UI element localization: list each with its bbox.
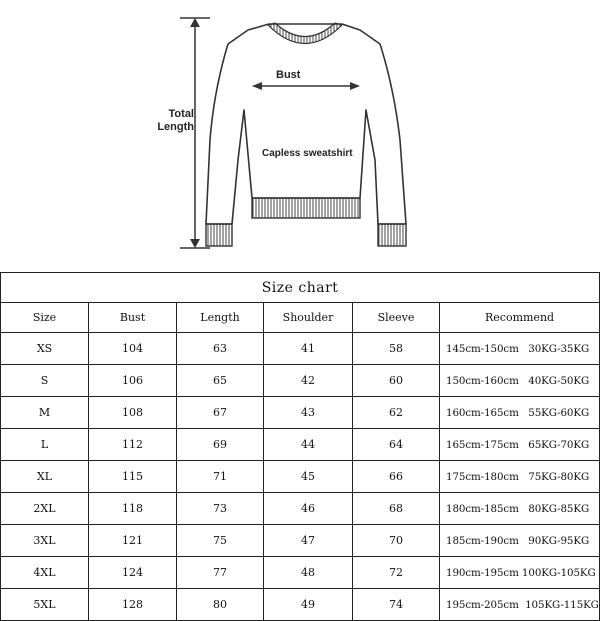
cell-sleeve: 70 [353, 525, 440, 557]
cell-recommend: 180cm-185cm 80KG-85KG [440, 493, 600, 525]
cell-bust: 118 [89, 493, 177, 525]
cell-sleeve: 58 [353, 333, 440, 365]
cell-bust: 112 [89, 429, 177, 461]
cell-shoulder: 45 [264, 461, 353, 493]
cell-shoulder: 46 [264, 493, 353, 525]
table-header-row [1, 303, 600, 333]
cell-length: 71 [177, 461, 264, 493]
cell-size: 3XL [1, 525, 89, 557]
cell-sleeve: 74 [353, 589, 440, 621]
table-title-row [1, 273, 600, 303]
table-row [1, 365, 600, 397]
table-row [1, 589, 600, 621]
cell-size: 4XL [1, 557, 89, 589]
cell-shoulder: 41 [264, 333, 353, 365]
hem-ribbing [252, 198, 360, 218]
product-name-label: Capless sweatshirt [262, 148, 353, 159]
cell-sleeve: 64 [353, 429, 440, 461]
bust-label: Bust [276, 69, 301, 81]
cell-bust: 104 [89, 333, 177, 365]
table-title: Size chart [1, 273, 600, 303]
cell-size: S [1, 365, 89, 397]
cell-shoulder: 49 [264, 589, 353, 621]
size-chart-table [0, 272, 600, 621]
cell-size: 2XL [1, 493, 89, 525]
cell-bust: 106 [89, 365, 177, 397]
cell-length: 73 [177, 493, 264, 525]
total-length-label-line-1: Total [168, 108, 194, 120]
column-header: Bust [89, 303, 177, 333]
cell-recommend: 145cm-150cm 30KG-35KG [440, 333, 600, 365]
cell-shoulder: 43 [264, 397, 353, 429]
cell-recommend: 185cm-190cm 90KG-95KG [440, 525, 600, 557]
left-cuff [206, 224, 232, 246]
cell-shoulder: 42 [264, 365, 353, 397]
cell-shoulder: 48 [264, 557, 353, 589]
cell-bust: 121 [89, 525, 177, 557]
cell-size: 5XL [1, 589, 89, 621]
cell-size: M [1, 397, 89, 429]
cell-sleeve: 68 [353, 493, 440, 525]
total-length-label-line-2: Length [157, 121, 194, 133]
right-cuff [378, 224, 406, 246]
total-length-label [154, 108, 194, 134]
cell-sleeve: 60 [353, 365, 440, 397]
cell-bust: 128 [89, 589, 177, 621]
cell-length: 80 [177, 589, 264, 621]
cell-recommend: 195cm-205cm 105KG-115KG [440, 589, 600, 621]
cell-sleeve: 66 [353, 461, 440, 493]
table-row [1, 429, 600, 461]
cell-length: 67 [177, 397, 264, 429]
cell-size: L [1, 429, 89, 461]
cell-size: XL [1, 461, 89, 493]
cell-bust: 124 [89, 557, 177, 589]
sweatshirt-outline [206, 24, 406, 224]
table-row [1, 493, 600, 525]
column-header: Length [177, 303, 264, 333]
cell-size: XS [1, 333, 89, 365]
sweatshirt-diagram [0, 0, 600, 270]
table-row [1, 333, 600, 365]
cell-shoulder: 44 [264, 429, 353, 461]
table-row [1, 525, 600, 557]
cell-length: 77 [177, 557, 264, 589]
cell-recommend: 190cm-195cm 100KG-105KG [440, 557, 600, 589]
cell-bust: 108 [89, 397, 177, 429]
cell-length: 63 [177, 333, 264, 365]
cell-recommend: 175cm-180cm 75KG-80KG [440, 461, 600, 493]
cell-length: 75 [177, 525, 264, 557]
cell-bust: 115 [89, 461, 177, 493]
cell-length: 65 [177, 365, 264, 397]
cell-sleeve: 62 [353, 397, 440, 429]
column-header: Sleeve [353, 303, 440, 333]
cell-length: 69 [177, 429, 264, 461]
cell-recommend: 150cm-160cm 40KG-50KG [440, 365, 600, 397]
column-header: Recommend [440, 303, 600, 333]
sweatshirt-illustration [0, 0, 600, 270]
column-header: Shoulder [264, 303, 353, 333]
cell-recommend: 165cm-175cm 65KG-70KG [440, 429, 600, 461]
cell-recommend: 160cm-165cm 55KG-60KG [440, 397, 600, 429]
table-row [1, 557, 600, 589]
column-header: Size [1, 303, 89, 333]
table-row [1, 461, 600, 493]
cell-sleeve: 72 [353, 557, 440, 589]
table-row [1, 397, 600, 429]
cell-shoulder: 47 [264, 525, 353, 557]
